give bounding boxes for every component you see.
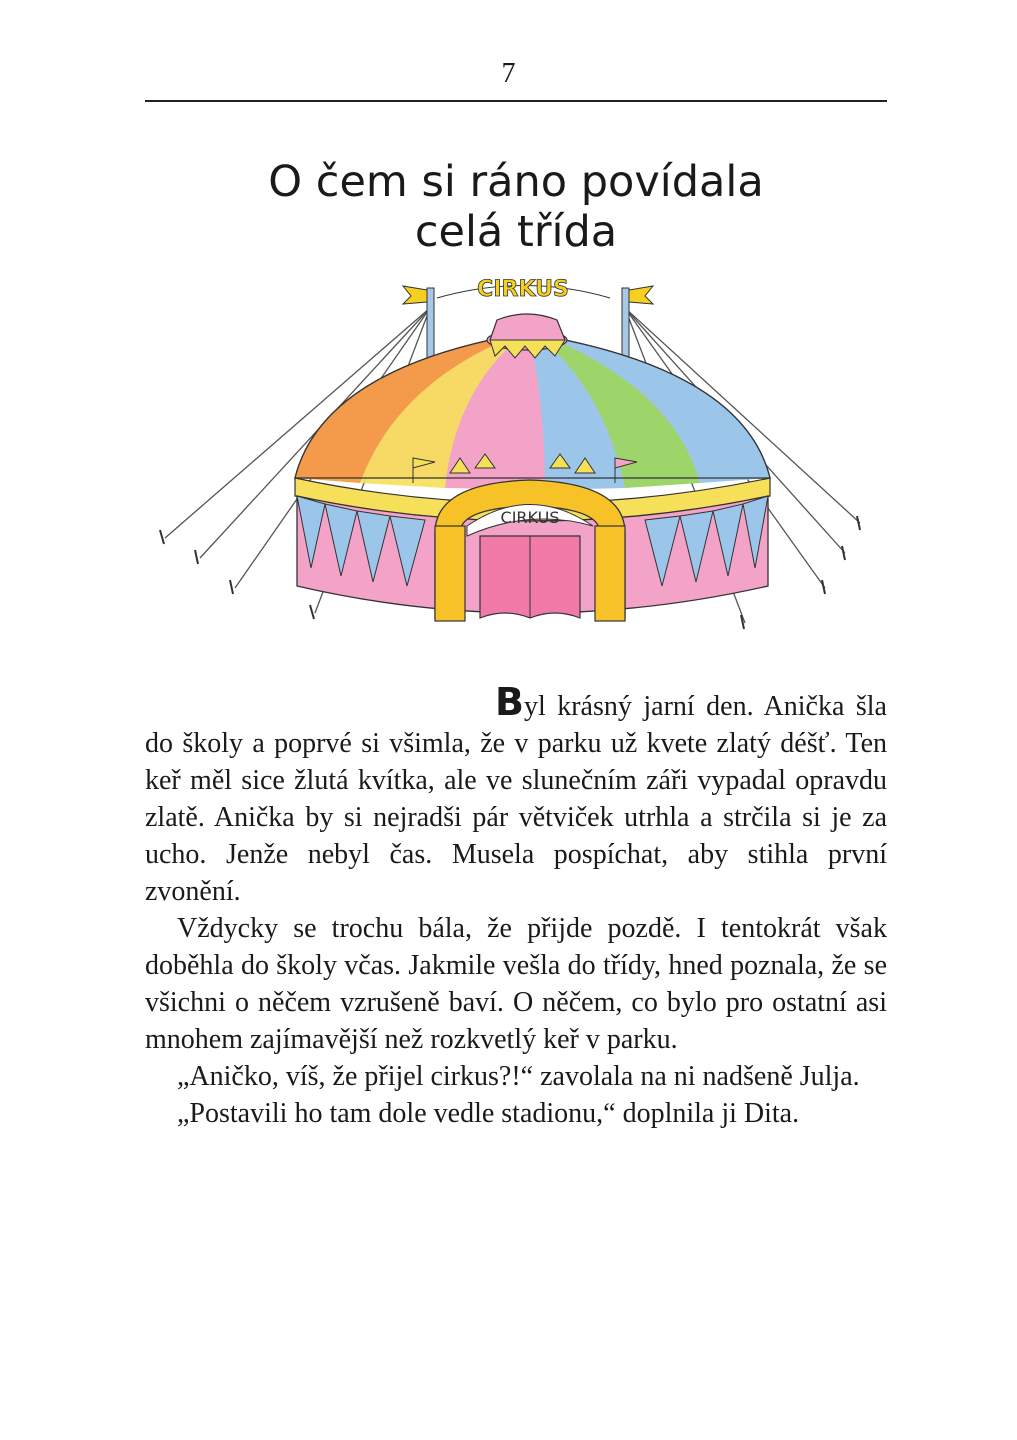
drop-cap: B xyxy=(495,680,524,724)
body-text xyxy=(145,680,887,1132)
top-sign-text: CIRKUS xyxy=(477,277,569,302)
circus-tent-illustration xyxy=(145,268,887,640)
paragraph-1-text: yl krásný jarní den. Anička šla do školy a poprvé si všimla, že v parku už kvete zlatý déšť. Ten keř měl sice žlutá kvítka, ale ve slunečním záři vypadal opravdu zlatě. Anička by si nejradši pár větviček utrhla a strčila si je za ucho. Jenže nebyl čas. Musela pospíchat, aby stihla první zvonění. xyxy=(145,691,887,907)
chapter-title-line1: O čem si ráno povídala xyxy=(268,156,764,207)
page-number: 7 xyxy=(501,58,516,89)
paragraph-1 xyxy=(145,680,887,910)
paragraph-4: „Postavili ho tam dole vedle stadionu,“ doplnila ji Dita. xyxy=(177,1098,800,1129)
header-rule xyxy=(145,100,887,102)
chapter-title-line2: celá třída xyxy=(414,206,618,257)
paragraph-3: „Aničko, víš, že přijel cirkus?!“ zavolala na ni nadšeně Julja. xyxy=(177,1061,860,1092)
paragraph-2: Vždycky se trochu bála, že přijde pozdě. I tentokrát však doběhla do školy včas. Jakmile vešla do třídy, hned poznala, že se všichni o něčem vzrušeně baví. O něčem, co bylo pro ostatní asi mnohem zajímavější než rozkvetlý keř v parku. xyxy=(145,913,887,1055)
gate-sign-text: CIRKUS xyxy=(500,508,560,527)
chapter-title xyxy=(145,157,887,257)
